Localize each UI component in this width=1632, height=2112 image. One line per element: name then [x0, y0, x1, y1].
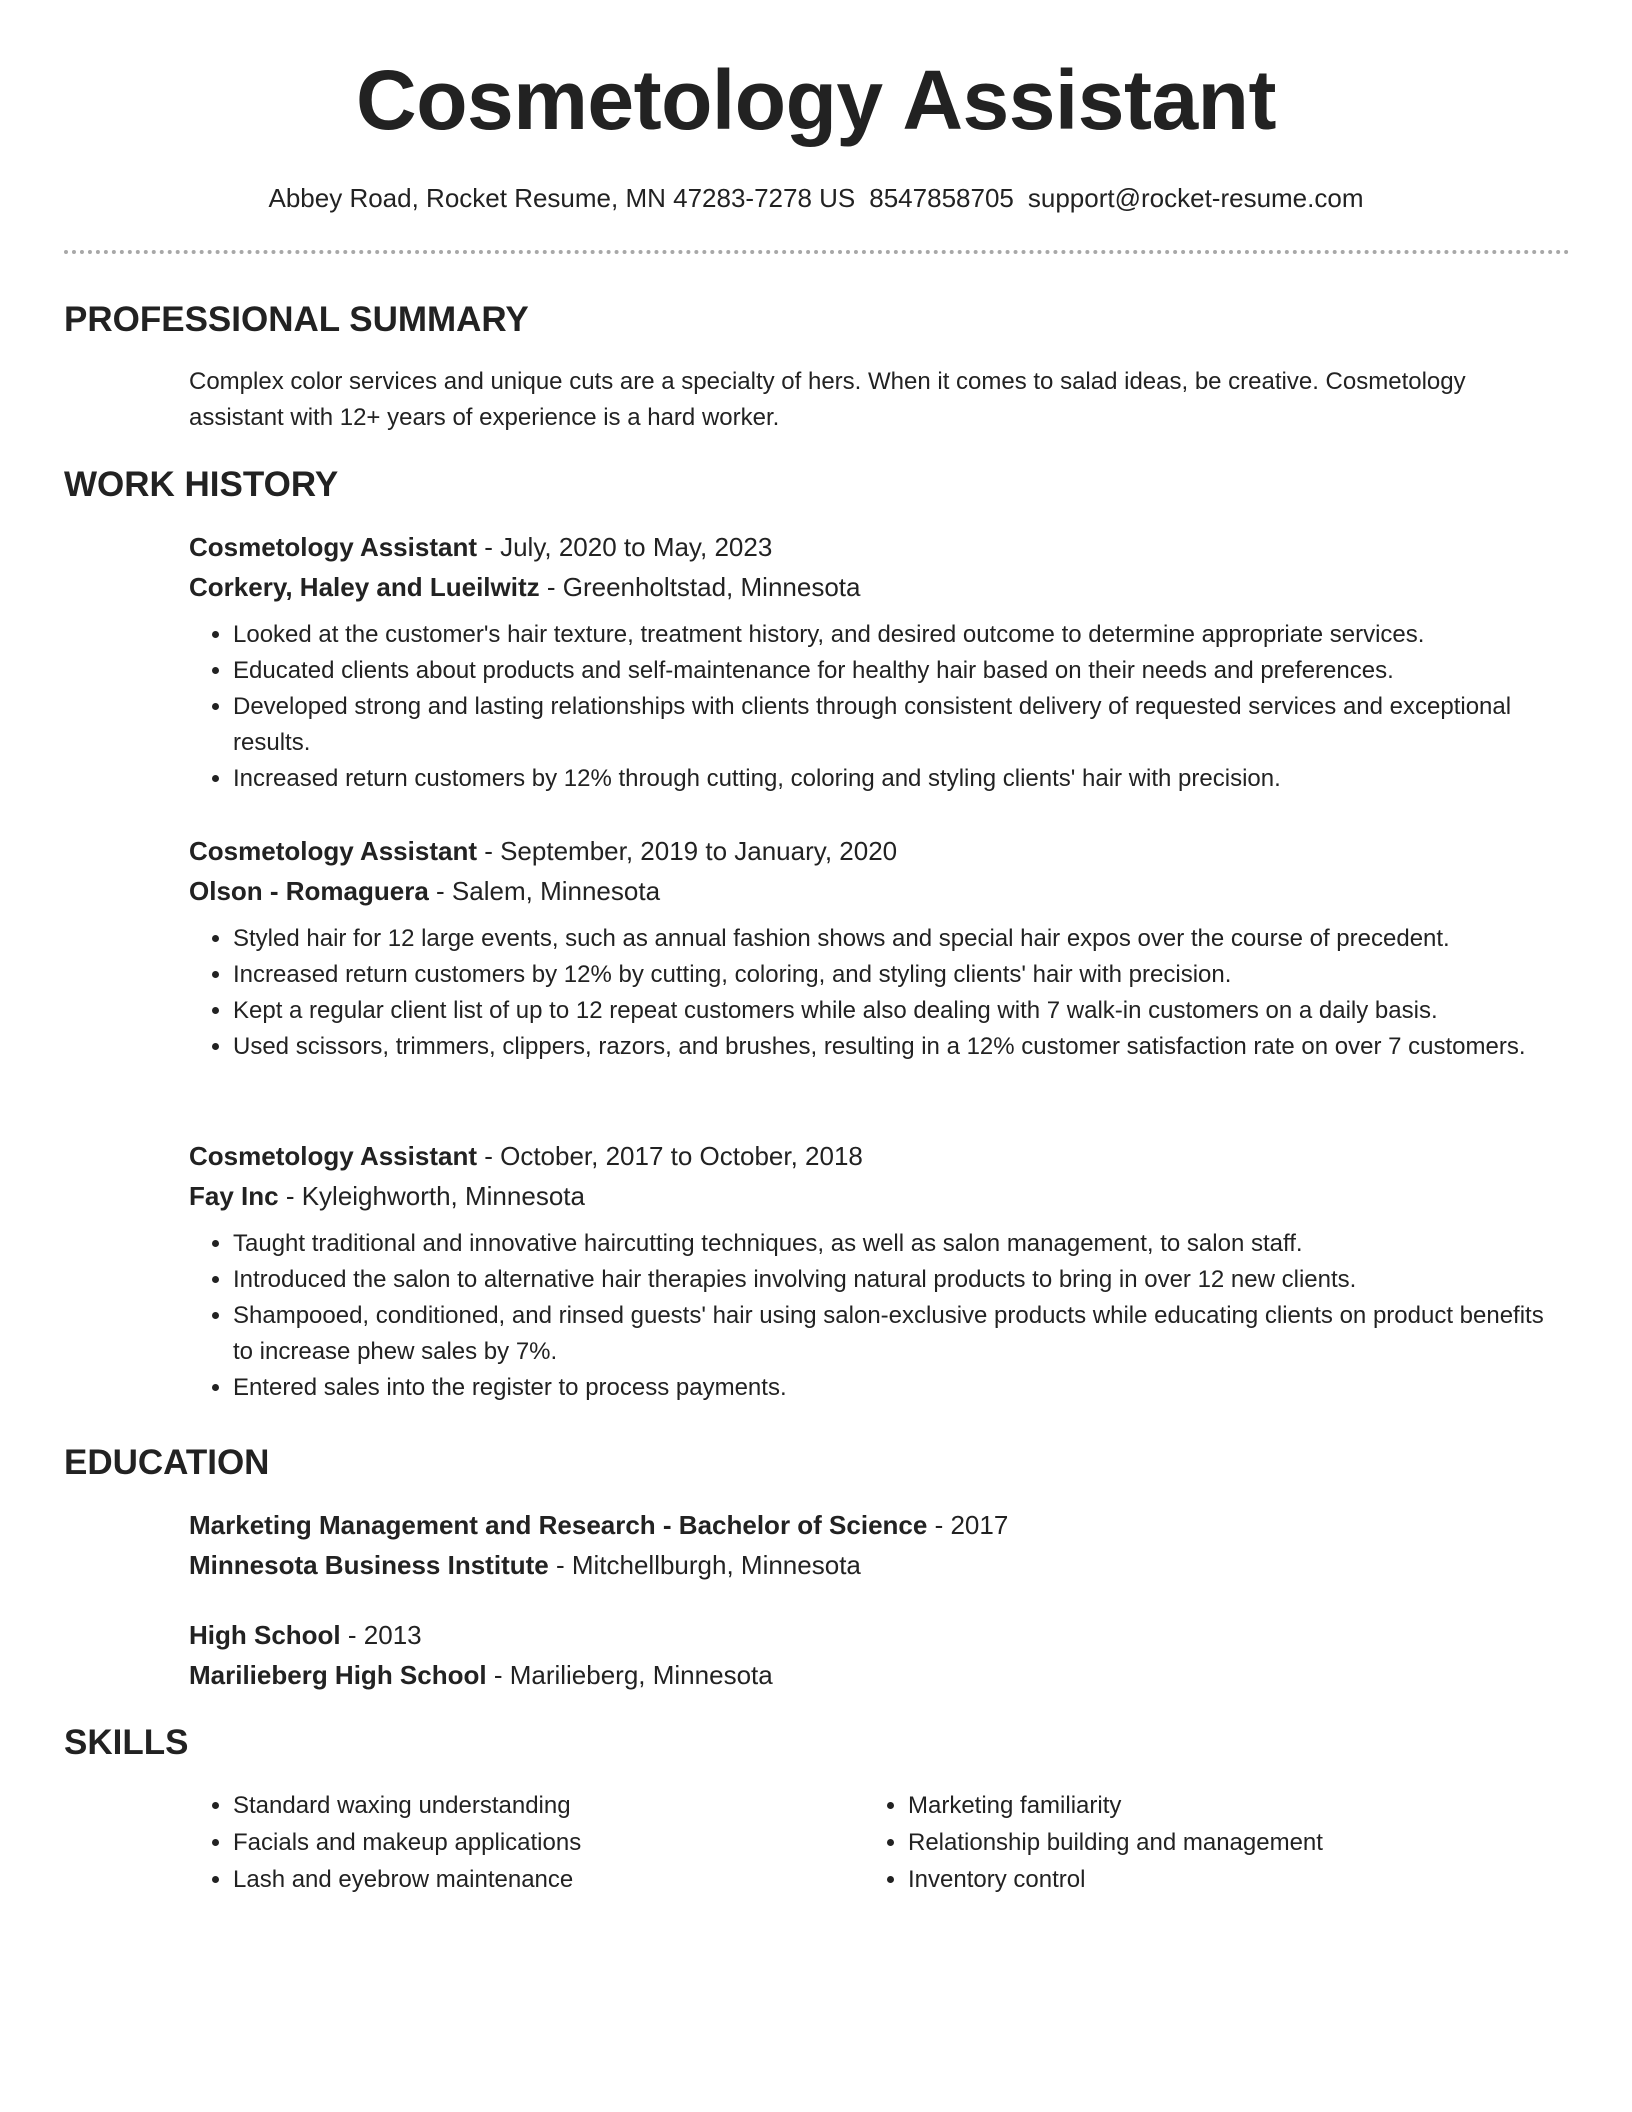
skills-list-left: [189, 1787, 829, 1898]
job-location: - Kyleighworth, Minnesota: [278, 1181, 585, 1211]
job-title-line: [189, 527, 1569, 567]
skills-list-right: [864, 1787, 1504, 1898]
school-name: Minnesota Business Institute: [189, 1550, 549, 1580]
contact-line: [0, 180, 1632, 216]
skills-heading: SKILLS: [64, 1723, 189, 1762]
education-entry-1: [189, 1505, 1569, 1585]
job-location: - Greenholtstad, Minnesota: [539, 572, 861, 602]
skill-item: • Marketing familiarity: [908, 1787, 1504, 1824]
job-bullets: [189, 617, 1569, 797]
list-item: • Kept a regular client list of up to 12 repeat customers while also dealing with 7 walk-in customers on a daily basis.: [233, 993, 1569, 1029]
school-name: Marilieberg High School: [189, 1660, 487, 1690]
skill-item: • Inventory control: [908, 1861, 1504, 1898]
job-location: - Salem, Minnesota: [428, 876, 661, 906]
skill-item: • Lash and eyebrow maintenance: [233, 1861, 829, 1898]
job-company: Olson - Romaguera: [189, 876, 429, 906]
list-item: • Introduced the salon to alternative hair therapies involving natural products to bring in over 12 new clients.: [233, 1262, 1569, 1298]
degree-year: - 2017: [927, 1510, 1009, 1540]
job-company-line: [189, 1176, 1569, 1216]
skill-item: • Standard waxing understanding: [233, 1787, 829, 1824]
job-dates: - September, 2019 to January, 2020: [476, 836, 898, 866]
work-history-heading: WORK HISTORY: [64, 465, 339, 504]
list-item: • Increased return customers by 12% through cutting, coloring and styling clients' hair with precision.: [233, 761, 1569, 797]
job-dates: - October, 2017 to October, 2018: [476, 1141, 863, 1171]
job-company-line: [189, 871, 1569, 911]
school-location: - Marilieberg, Minnesota: [486, 1660, 773, 1690]
list-item: • Used scissors, trimmers, clippers, razors, and brushes, resulting in a 12% customer satisfaction rate on over 7 customers.: [233, 1029, 1569, 1065]
degree-line: [189, 1505, 1569, 1545]
skills-column-right: [864, 1787, 1504, 1898]
contact-phone: 8547858705: [869, 183, 1014, 213]
school-location: - Mitchellburgh, Minnesota: [548, 1550, 861, 1580]
list-item: • Educated clients about products and self-maintenance for healthy hair based on their needs and preferences.: [233, 653, 1569, 689]
list-item: • Styled hair for 12 large events, such as annual fashion shows and special hair expos over the course of precedent.: [233, 921, 1569, 957]
job-entry-1: [189, 527, 1569, 797]
school-line: [189, 1545, 1569, 1585]
job-bullets: [189, 921, 1569, 1065]
contact-address: Abbey Road, Rocket Resume, MN 47283-7278 US: [268, 183, 856, 213]
degree: High School: [189, 1620, 341, 1650]
list-item: • Shampooed, conditioned, and rinsed guests' hair using salon-exclusive products while educating clients on product benefits to increase phew sales by 7%.: [233, 1298, 1569, 1370]
job-entry-2: [189, 831, 1569, 1065]
contact-email: support@rocket-resume.com: [1027, 183, 1364, 213]
list-item: • Developed strong and lasting relationships with clients through consistent delivery of requested services and exceptional results.: [233, 689, 1569, 761]
summary-text: Complex color services and unique cuts are a specialty of hers. When it comes to salad ideas, be creative. Cosmetology assistant with 12+ years of experience is a hard worker.: [189, 368, 1466, 431]
summary-block: [189, 364, 1549, 436]
job-entry-3: [189, 1136, 1569, 1406]
job-title: Cosmetology Assistant: [189, 1141, 477, 1171]
degree-line: [189, 1615, 1569, 1655]
list-item: • Increased return customers by 12% by cutting, coloring, and styling clients' hair with precision.: [233, 957, 1569, 993]
job-title: Cosmetology Assistant: [189, 836, 477, 866]
list-item: • Entered sales into the register to process payments.: [233, 1370, 1569, 1406]
list-item: • Taught traditional and innovative haircutting techniques, as well as salon management, to salon staff.: [233, 1226, 1569, 1262]
resume-title: Cosmetology Assistant: [356, 53, 1276, 147]
job-bullets: [189, 1226, 1569, 1406]
school-line: [189, 1655, 1569, 1695]
degree: Marketing Management and Research - Bachelor of Science: [189, 1510, 928, 1540]
job-company-line: [189, 567, 1569, 607]
job-company: Corkery, Haley and Lueilwitz: [189, 572, 540, 602]
skill-item: • Relationship building and management: [908, 1824, 1504, 1861]
header-divider: [64, 250, 1570, 254]
job-title-line: [189, 831, 1569, 871]
summary-heading: PROFESSIONAL SUMMARY: [64, 300, 529, 339]
degree-year: - 2013: [340, 1620, 422, 1650]
job-title-line: [189, 1136, 1569, 1176]
list-item: • Looked at the customer's hair texture, treatment history, and desired outcome to determine appropriate services.: [233, 617, 1569, 653]
skill-item: • Facials and makeup applications: [233, 1824, 829, 1861]
education-entry-2: [189, 1615, 1569, 1695]
skills-column-left: [189, 1787, 829, 1898]
job-title: Cosmetology Assistant: [189, 532, 477, 562]
education-heading: EDUCATION: [64, 1443, 270, 1482]
job-company: Fay Inc: [189, 1181, 279, 1211]
job-dates: - July, 2020 to May, 2023: [476, 532, 773, 562]
